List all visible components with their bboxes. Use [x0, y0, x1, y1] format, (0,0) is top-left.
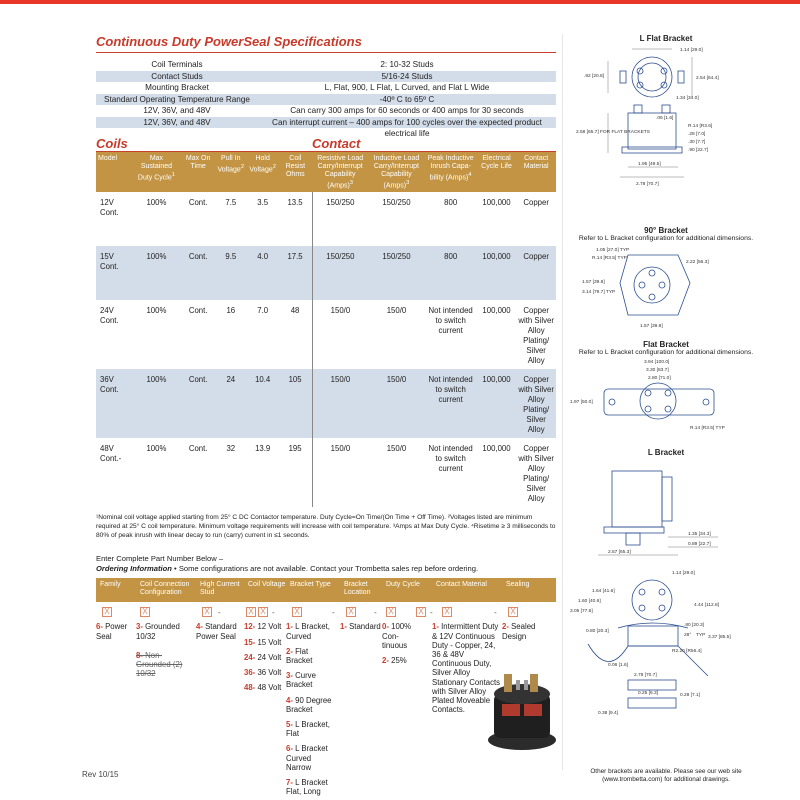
options-bracket — [286, 622, 334, 800]
option-code: 4- — [286, 695, 293, 705]
lflat-dim-9: .30 [7.7] — [688, 140, 706, 145]
lflat-dim-12: 2.78 [70.7] — [636, 182, 659, 187]
cell-life: 100,000 — [482, 198, 511, 208]
options-duty — [382, 622, 426, 671]
order-col-header: Coil Voltage — [248, 581, 286, 589]
option-code: 2- — [382, 655, 389, 665]
option-code: 5- — [286, 719, 293, 729]
part-box: X — [102, 607, 112, 617]
cell-material: Copper with Silver Alloy Plating/ Silver Alloy — [516, 369, 556, 438]
spec-value: L, Flat, 900, L Flat, L Curved, and Flat L Wide — [324, 83, 490, 92]
option-code: 3- — [136, 622, 143, 632]
spec-value: 2: 10-32 Studs — [380, 60, 434, 69]
curved-dim-12: 0.06 [1.6] — [608, 663, 629, 668]
lflat-dim-6: R.14 [R3.6] — [688, 124, 713, 129]
dash-6: - — [494, 608, 497, 618]
option-label: Power Seal — [96, 622, 128, 641]
solenoid-photo — [480, 660, 564, 760]
cell-pullin: 9.5 — [215, 246, 247, 300]
lflat-dim-5: .06 [1.6] — [656, 116, 674, 121]
cell-pullin: 7.5 — [225, 198, 237, 208]
cell-resistive: 150/0 — [312, 369, 368, 438]
option-label: 24 Volt — [257, 652, 282, 662]
option-label: 100% Con- tinuous — [382, 622, 412, 650]
option-item — [502, 622, 556, 640]
option-item — [244, 668, 284, 677]
order-col-header: High Current Stud — [200, 581, 240, 597]
lflat-dim-10: .90 [22.7] — [688, 148, 709, 153]
curved-dim-10: 0.80 [20.3] — [586, 629, 609, 634]
option-label: Standard Power Seal — [196, 622, 237, 641]
option-item — [286, 778, 334, 796]
curved-dim-15: 0.28 [7.1] — [680, 693, 701, 698]
option-item — [244, 653, 284, 662]
option-label: Flat Bracket — [286, 646, 313, 665]
option-label: 90 Degree Bracket — [286, 695, 332, 714]
ninety-dim-2: R.14 [R3.5] TYP — [592, 256, 627, 261]
coils-table — [96, 152, 556, 507]
lbracket-dim-3: 2.57 [65.3] — [608, 550, 631, 555]
cell-inductive: 150/0 — [386, 444, 407, 454]
option-item — [340, 622, 384, 631]
order-col-header: Bracket Location — [344, 581, 371, 597]
part-box: X — [508, 607, 518, 617]
spec-row — [96, 59, 556, 71]
ninety-title: 90° Bracket — [644, 226, 688, 235]
cell-resistive: 150/250 — [312, 192, 368, 246]
cell-resistive: 150/250 — [312, 246, 368, 300]
cell-ontime: Cont. — [188, 198, 208, 208]
flat-drawing — [568, 357, 764, 437]
option-code: 6- — [286, 744, 293, 754]
cell-model: 24V Cont. — [100, 306, 119, 326]
option-code: 1- — [340, 622, 347, 632]
cell-life: 100,000 — [477, 369, 517, 438]
option-code: 8- — [136, 650, 143, 660]
spec-key: Coil Terminals — [151, 60, 203, 69]
option-code: 3- — [286, 671, 293, 681]
col-model: Model — [96, 152, 131, 192]
option-code: 4- — [196, 622, 203, 632]
ninety-dim-3: 2.22 [56.3] — [686, 260, 709, 265]
lflat-dim-1: 1.14 [29.0] — [680, 48, 703, 53]
cell-duty: 100% — [146, 444, 167, 454]
option-code: 1- — [432, 622, 439, 632]
option-label: L Bracket, Curved — [286, 622, 330, 641]
lflat-dim-7: .28 [7.0] — [688, 132, 706, 137]
cell-peak: Not intended to switch current — [428, 444, 473, 474]
lflat-dim-8: 2.58 [65.7] FOR FLAT BRACKETS — [576, 130, 650, 135]
contact-heading: Contact — [312, 136, 361, 151]
drawings-note: Other brackets are available. Please see our web site (www.trombetta.com) for additional drawings. — [590, 768, 742, 783]
option-item — [286, 744, 334, 772]
part-box: X — [386, 607, 396, 617]
ordering-line-2: Ordering Information • Some configurations are not available. Contact your Trombetta sales rep before ordering. — [96, 564, 479, 574]
dash-2: - — [272, 608, 275, 618]
ordering-heading — [96, 554, 556, 574]
curved-dim-1: 1.14 [29.0] — [672, 571, 695, 576]
cell-material: Copper — [523, 198, 549, 208]
option-item — [382, 656, 426, 665]
cell-resist: 48 — [290, 306, 300, 316]
option-label: Non-Grounded (2) 10/32 — [136, 650, 183, 679]
cell-duty: 100% — [131, 246, 181, 300]
col-resist: Coil Resist Ohms — [279, 152, 312, 192]
specs-title: Continuous Duty PowerSeal Specifications — [96, 34, 556, 53]
option-code: 2- — [286, 646, 293, 656]
lbracket-drawing — [568, 457, 764, 561]
cell-inductive: 150/0 — [386, 306, 407, 316]
ordering-line-1: Enter Complete Part Number Below – — [96, 554, 224, 564]
curved-dim-11: R2.20 [R56.4] — [672, 649, 702, 654]
cell-material: Copper with Silver Alloy Plating/ Silver Alloy — [518, 306, 554, 366]
cell-model: 15V Cont. — [96, 246, 131, 300]
cell-model: 36V Cont. — [96, 369, 131, 438]
options-stud — [196, 622, 242, 646]
cell-pullin: 16 — [226, 306, 236, 316]
cell-resist: 17.5 — [279, 246, 312, 300]
ninety-drawing — [568, 243, 764, 331]
ninety-dim-6: 1.57 [39.8] — [640, 324, 663, 329]
coil-row — [96, 192, 556, 246]
option-code: 24- — [244, 652, 256, 662]
curved-dim-6: .80 [20.3] — [684, 623, 705, 628]
option-label: Sealed Design — [502, 622, 536, 641]
col-inductive: Inductive Load Carry/Interrupt Capability (Amps)$^3$ — [368, 152, 424, 192]
spec-row — [96, 117, 556, 138]
cell-resist: 105 — [279, 369, 312, 438]
option-code: 2- — [502, 622, 509, 632]
option-label: Standard — [349, 622, 381, 632]
cell-life: 100,000 — [477, 246, 517, 300]
options-coil — [136, 622, 192, 684]
col-material: Contact Material — [516, 152, 556, 192]
order-col-header: Contact Material — [436, 581, 487, 589]
spec-row — [96, 71, 556, 83]
option-item — [244, 622, 284, 631]
spec-value: -40º C to 65º C — [379, 94, 435, 104]
cell-material: Copper with Silver Alloy Plating/ Silver Alloy — [518, 444, 554, 504]
spec-row — [96, 82, 556, 94]
option-item — [286, 720, 334, 738]
cell-ontime: Cont. — [188, 444, 208, 454]
cell-hold: 7.0 — [257, 306, 269, 316]
option-code: 48- — [244, 683, 256, 693]
order-col-header: Coil Connection Configuration — [140, 581, 190, 597]
part-box: X — [292, 607, 302, 617]
drawings-column — [568, 34, 764, 733]
curved-dim-2: 1.64 [41.6] — [592, 589, 615, 594]
col-life: Electrical Cycle Life — [477, 152, 517, 192]
cell-life: 100,000 — [482, 306, 511, 316]
col-ontime: Max On Time — [181, 152, 214, 192]
ninety-dim-1: 1.05 [27.0] TYP — [596, 248, 630, 253]
cell-hold: 10.4 — [247, 369, 279, 438]
curved-dim-7: 28° — [684, 633, 692, 638]
spec-value: Can interrupt current – 400 amps for 100 cycles over the expected product electrical life — [272, 117, 542, 138]
cell-model: 48V Cont.- — [100, 444, 122, 464]
option-code: 1- — [286, 622, 293, 632]
ninety-sub: Refer to L Bracket configuration for additional dimensions. — [578, 235, 754, 242]
cell-resistive: 150/0 — [312, 300, 368, 369]
option-code: 6- — [96, 622, 103, 632]
col-duty: Max Sustained Duty Cycle$^1$ — [131, 152, 181, 192]
spec-key: Standard Operating Temperature Range — [104, 94, 250, 104]
option-code: 12- — [244, 622, 256, 632]
col-hold: Hold Voltage$^2$ — [247, 152, 279, 192]
option-item — [96, 622, 136, 640]
option-label: 15 Volt — [257, 637, 282, 647]
option-item — [136, 622, 192, 640]
option-item — [382, 622, 426, 650]
order-col-header: Sealing — [506, 581, 530, 589]
coils-footnote: ¹Nominal coil voltage applied starting from 25° C DC Contactor temperature. Duty Cycle=On Time/(On Time + Off Time). ²Voltages listed are minimum required at 25° C coil temperature. Minimum voltage requirements will increase with coil temperature. ³Amps at Max Duty Cycle. ⁴Risetime ≥ 3 milliseconds to 80% of peak inrush with linear decay to run (carry) current in ≤1 seconds. — [96, 514, 556, 540]
cell-peak: 800 — [425, 246, 477, 300]
col-pullin: Pull In Voltage$^2$ — [215, 152, 247, 192]
order-col-header: Family — [100, 581, 121, 589]
part-box: X — [140, 607, 150, 617]
spec-value: Can carry 300 amps for 60 seconds or 400 amps for 30 seconds — [290, 106, 524, 115]
curved-dim-16: 0.38 [9.4] — [598, 711, 619, 716]
options-voltage — [244, 622, 284, 698]
cell-resist: 13.5 — [287, 198, 303, 208]
ordering-header-row — [96, 578, 556, 602]
dash-4: - — [374, 608, 377, 618]
coils-heading: Coils — [96, 136, 128, 151]
spec-row — [96, 105, 556, 117]
order-col-header: Duty Cycle — [386, 581, 420, 589]
cell-hold: 13.9 — [255, 444, 271, 454]
cell-ontime: Cont. — [181, 369, 214, 438]
option-code: 0- — [382, 622, 389, 632]
curved-dim-5: 4.44 [112.8] — [694, 603, 719, 608]
lbracket-dim-1: 1.35 [34.3] — [688, 532, 711, 537]
option-code: 36- — [244, 667, 256, 677]
spec-key: Mounting Bracket — [145, 83, 209, 92]
cell-hold: 3.5 — [257, 198, 269, 208]
option-code: 7- — [286, 777, 293, 787]
dash-5: - — [430, 608, 433, 618]
col-peak: Peak Inductive Inrush Capa-bility (Amps)$^4$ — [425, 152, 477, 192]
dash-3: - — [332, 608, 335, 618]
spec-value: 5/16-24 Studs — [381, 71, 433, 81]
lbracket-title: L Bracket — [647, 448, 685, 457]
cell-model: 12V Cont. — [100, 198, 119, 218]
curved-dim-13: 2.78 [70.7] — [634, 673, 657, 678]
flat-dim-5: R.14 [R3.5] TYP — [690, 426, 725, 431]
spec-key: 12V, 36V, and 48V — [143, 106, 211, 115]
option-label: Grounded 10/32 — [136, 622, 180, 641]
part-box: X — [442, 607, 452, 617]
order-col-header: Bracket Type — [290, 581, 331, 589]
lflat-drawing — [568, 43, 764, 191]
part-number-boxes — [96, 602, 556, 622]
cell-duty: 100% — [146, 306, 167, 316]
part-box: X — [258, 607, 268, 617]
cell-hold: 4.0 — [247, 246, 279, 300]
cell-ontime: Cont. — [181, 246, 214, 300]
coil-row — [96, 369, 556, 438]
option-item — [286, 671, 334, 689]
col-resistive: Resistive Load Carry/Interrupt Capability (Amps)$^3$ — [312, 152, 368, 192]
option-item — [286, 647, 334, 665]
part-box: X — [246, 607, 256, 617]
option-item — [286, 622, 334, 640]
cell-inductive: 150/0 — [368, 369, 424, 438]
option-item — [244, 638, 284, 647]
cell-ontime: Cont. — [188, 306, 208, 316]
cell-resistive: 150/0 — [312, 438, 368, 507]
cell-inductive: 150/250 — [368, 246, 424, 300]
option-label: L Bracket, Flat — [286, 719, 330, 739]
option-item — [244, 683, 284, 692]
cell-pullin: 32 — [226, 444, 236, 454]
cell-duty: 100% — [146, 198, 167, 208]
cell-inductive: 150/250 — [382, 198, 411, 208]
cell-life: 100,000 — [482, 444, 511, 454]
cell-material: Copper — [516, 246, 556, 300]
spec-key: 12V, 36V, and 48V — [143, 117, 211, 127]
flat-dim-2: 3.30 [83.7] — [646, 368, 669, 373]
option-label: 36 Volt — [257, 667, 282, 677]
coils-contact-heading — [96, 136, 556, 152]
lflat-dim-2: .82 [20.8] — [584, 74, 605, 79]
cell-duty: 100% — [131, 369, 181, 438]
curved-dim-14: 0.25 [6.3] — [638, 691, 659, 696]
lflat-dim-3: 2.54 [64.4] — [696, 76, 719, 81]
option-label: 12 Volt — [257, 622, 282, 632]
cell-peak: Not intended to switch current — [425, 369, 477, 438]
spec-key: Contact Studs — [151, 71, 203, 81]
top-accent-bar — [0, 0, 800, 4]
curved-dim-3: 1.60 [40.6] — [578, 599, 601, 604]
option-label: Curve Bracket — [286, 671, 316, 690]
curved-dim-4: 3.05 [77.6] — [570, 609, 593, 614]
lflat-dim-4: 1.34 [34.0] — [676, 96, 699, 101]
ninety-dim-4: 1.57 [39.8] — [582, 280, 605, 285]
lbracket-dim-2: 0.89 [22.7] — [688, 542, 711, 547]
revision-label: Rev 10/15 — [82, 770, 119, 779]
curved-dim-9: 3.37 [85.5] — [708, 635, 731, 640]
option-label: L Bracket Curved Narrow — [286, 744, 328, 772]
option-item — [196, 622, 242, 640]
cell-pullin: 24 — [215, 369, 247, 438]
lflat-dim-11: 1.95 [49.5] — [638, 162, 661, 167]
part-box: X — [202, 607, 212, 617]
options-location — [340, 622, 384, 637]
curved-drawing — [568, 568, 764, 728]
options-family — [96, 622, 136, 646]
flat-dim-4: 1.97 [50.0] — [570, 400, 593, 405]
flat-dim-3: 2.80 [71.0] — [648, 376, 671, 381]
option-item — [286, 696, 334, 714]
flat-title: Flat Bracket — [643, 340, 689, 349]
option-label: 48 Volt — [257, 683, 282, 693]
option-code: 15- — [244, 637, 256, 647]
cell-peak: Not intended to switch current — [428, 306, 473, 336]
curved-dim-8: TYP — [696, 633, 706, 638]
lflat-title: L Flat Bracket — [639, 34, 693, 43]
cell-peak: 800 — [444, 198, 458, 208]
part-box: X — [346, 607, 356, 617]
dash-1: - — [218, 608, 221, 618]
coil-row — [96, 438, 556, 507]
cell-resist: 195 — [288, 444, 302, 454]
spec-row — [96, 94, 556, 106]
part-box: X — [416, 607, 426, 617]
option-item-discontinued — [136, 651, 192, 679]
options-sealing — [502, 622, 556, 646]
flat-dim-1: 3.94 [100.0] — [644, 360, 670, 365]
coil-row — [96, 300, 556, 369]
coil-row — [96, 246, 556, 300]
option-label: Intermittent Duty & 12V Continuous Duty - Copper, 24, 36 & 48V Continuous Duty, Silver Alloy Stationary Contacts with Silver Alloy Plated Moveable Contacts. — [432, 622, 501, 715]
option-label: 25% — [391, 655, 407, 665]
flat-sub: Refer to L Bracket configuration for additional dimensions. — [578, 349, 754, 356]
ninety-dim-5: 3.14 [79.7] TYP — [582, 290, 616, 295]
specs-table — [96, 59, 556, 138]
option-label: L Bracket Flat, Long — [286, 777, 328, 797]
